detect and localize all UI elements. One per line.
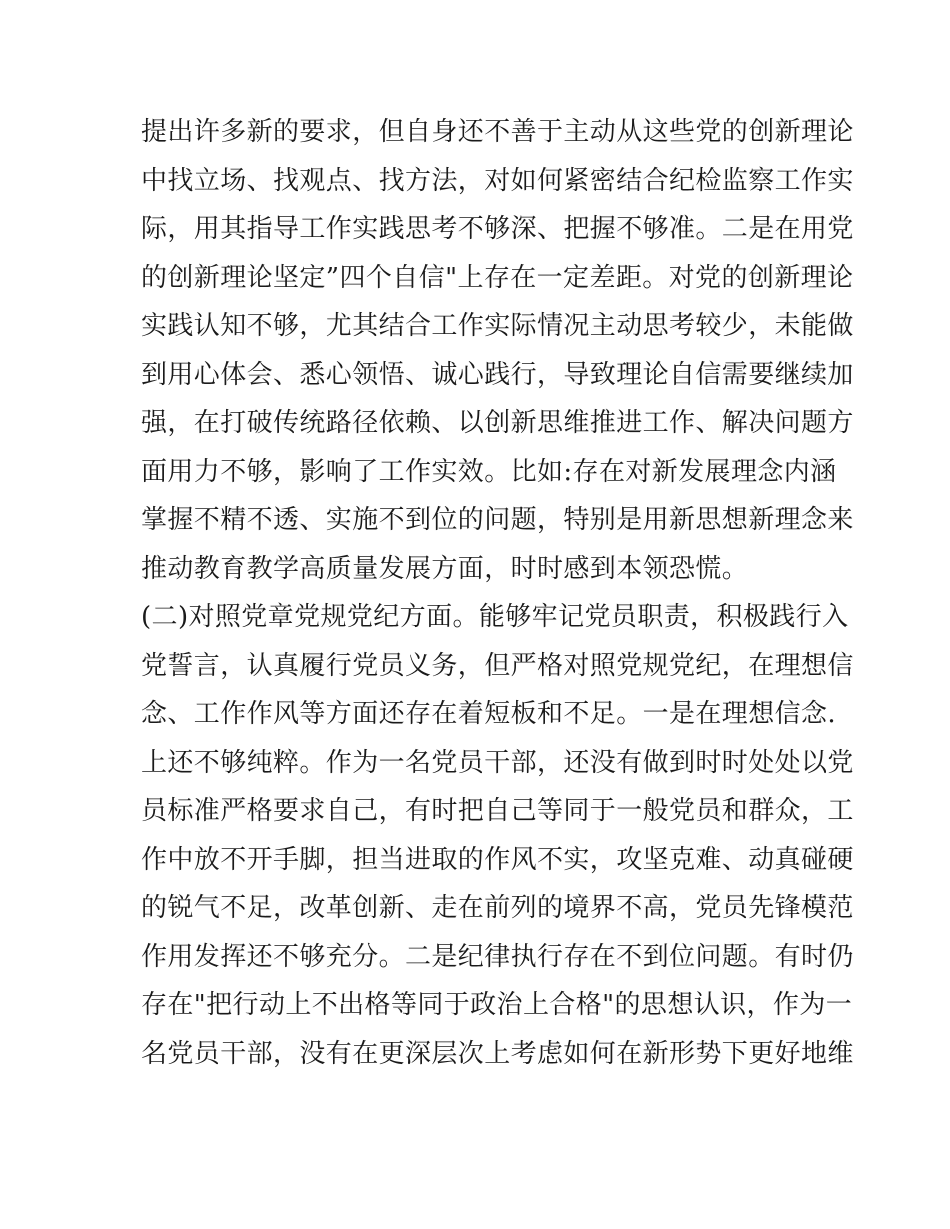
text-line: 名党员干部，没有在更深层次上考虑如何在新形势下更好地维 [141, 1038, 854, 1069]
text-line: 提出许多新的要求，但自身还不善于主动从这些党的创新理论 [141, 117, 854, 147]
body-text [141, 108, 854, 1078]
text-line: 际，用其指导工作实践思考不够深、把握不够准。二是在用党 [141, 214, 854, 244]
text-line: 念、工作作风等方面还存在着短板和不足。一是在理想信念. [141, 699, 837, 729]
text-line: 中找立场、找观点、找方法，对如何紧密结合纪检监察工作实 [141, 165, 854, 196]
text-line: 强，在打破传统路径依赖、以创新思维推进工作、解决问题方 [141, 408, 854, 438]
text-line: 推动教育教学高质量发展方面，时时感到本领恐慌。 [141, 553, 749, 584]
text-line: 作用发挥还不够充分。二是纪律执行存在不到位问题。有时仍 [141, 941, 854, 972]
text-line: 员标准严格要求自己，有时把自己等同于一般党员和群众，工 [141, 796, 854, 826]
text-line: 作中放不开手脚，担当进取的作风不实，攻坚克难、动真碰硬 [141, 844, 854, 875]
text-line: 掌握不精不透、实施不到位的问题，特别是用新思想新理念来 [141, 505, 854, 535]
text-line: 的创新理论坚定”四个自信"上存在一定差距。对党的创新理论 [141, 262, 854, 293]
section-heading-line: (二)对照党章党规党纪方面。能够牢记党员职责，积极践行入 [141, 602, 849, 632]
text-line: 面用力不够，影响了工作实效。比如:存在对新发展理念内涵 [141, 456, 837, 487]
text-line: 上还不够纯粹。作为一名党员干部，还没有做到时时处处以党 [141, 747, 854, 778]
text-line: 到用心体会、悉心领悟、诚心践行，导致理论自信需要继续加 [141, 359, 854, 390]
text-line: 实践认知不够，尤其结合工作实际情况主动思考较少，未能做 [141, 311, 854, 341]
text-line: 党誓言，认真履行党员义务，但严格对照党规党纪，在理想信 [141, 650, 854, 681]
text-line: 的锐气不足，改革创新、走在前列的境界不高，党员先锋模范 [141, 893, 854, 923]
text-line: 存在"把行动上不出格等同于政治上合格"的思想认识，作为一 [141, 990, 853, 1020]
